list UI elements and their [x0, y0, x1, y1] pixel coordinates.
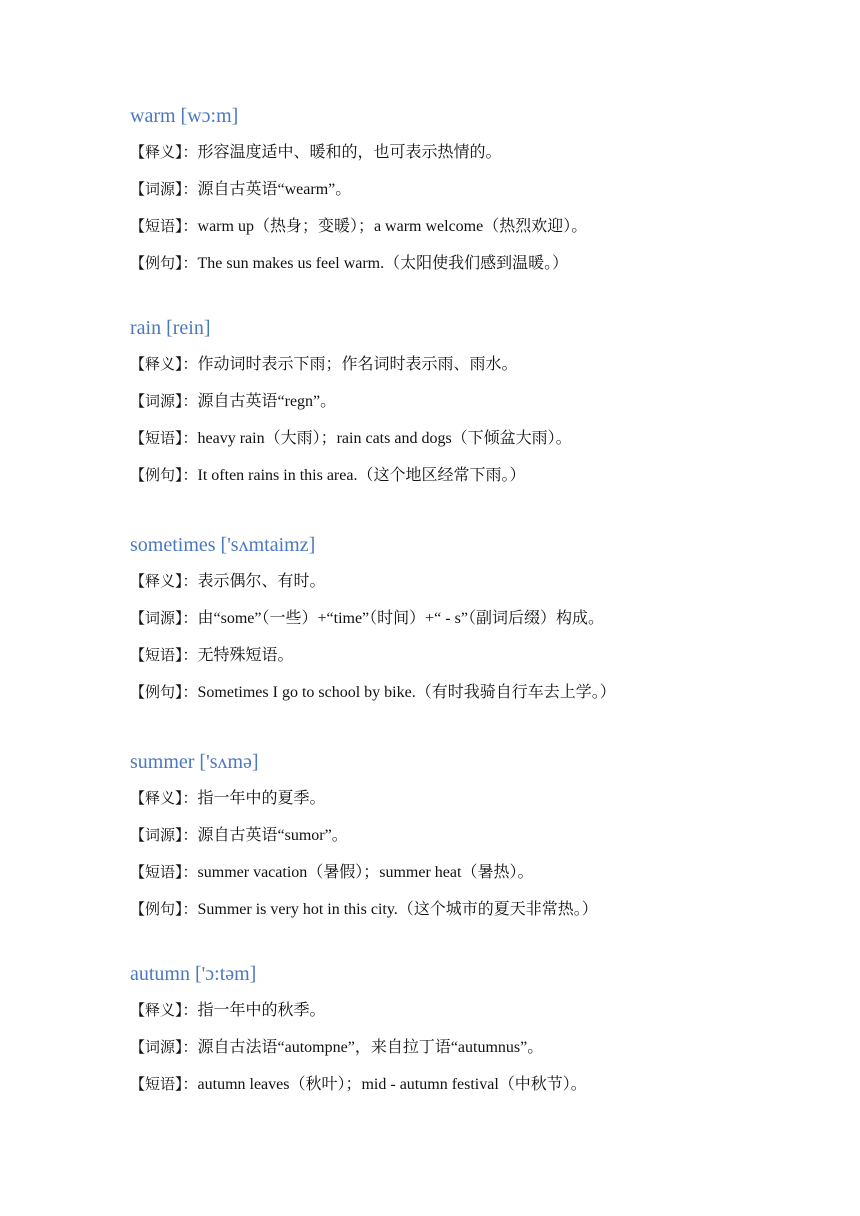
- entry-sometimes: [130, 533, 830, 717]
- line-tag: 【短语】：: [130, 217, 198, 235]
- etymology-line: [130, 823, 830, 860]
- headword: summer ['sʌmə]: [130, 751, 259, 773]
- line-text: summer vacation（暑假）；summer heat（暑热）。: [197, 864, 534, 881]
- line-tag: 【词源】：: [130, 392, 198, 410]
- line-tag: 【例句】：: [130, 254, 198, 272]
- line-text: autumn leaves（秋叶）；mid - autumn festival（中秋节）。: [197, 1076, 587, 1093]
- example-line: [130, 897, 830, 934]
- phrase-line: [130, 426, 830, 463]
- line-tag: 【释义】：: [130, 1001, 198, 1019]
- etymology-line: [130, 1035, 830, 1072]
- line-tag: 【词源】：: [130, 1038, 198, 1056]
- line-tag: 【短语】：: [130, 1075, 198, 1093]
- line-text: 指一年中的夏季。: [197, 790, 326, 807]
- definition-line: [130, 998, 830, 1035]
- line-text: 指一年中的秋季。: [197, 1002, 326, 1019]
- etymology-line: [130, 389, 830, 426]
- line-text: Sometimes I go to school by bike.（有时我骑自行车去上学。）: [197, 684, 616, 701]
- line-tag: 【例句】：: [130, 900, 198, 918]
- line-tag: 【例句】：: [130, 683, 198, 701]
- line-text: heavy rain（大雨）；rain cats and dogs（下倾盆大雨）。: [197, 430, 572, 447]
- line-tag: 【例句】：: [130, 466, 198, 484]
- line-tag: 【词源】：: [130, 180, 198, 198]
- etymology-line: [130, 177, 830, 214]
- definition-line: [130, 352, 830, 389]
- line-text: 表示偶尔、有时。: [197, 573, 326, 590]
- line-text: 源自古英语“regn”。: [197, 393, 337, 410]
- entry-warm: [130, 104, 830, 288]
- definition-line: [130, 140, 830, 177]
- etymology-line: [130, 606, 830, 643]
- line-text: 作动词时表示下雨；作名词时表示雨、雨水。: [197, 356, 518, 373]
- line-text: 源自古法语“autompne”，来自拉丁语“autumnus”。: [197, 1039, 544, 1056]
- line-tag: 【短语】：: [130, 863, 198, 881]
- example-line: [130, 680, 830, 717]
- line-tag: 【释义】：: [130, 355, 198, 373]
- entry-summer: [130, 750, 830, 934]
- line-text: Summer is very hot in this city.（这个城市的夏天非常热。）: [197, 901, 598, 918]
- phrase-line: [130, 860, 830, 897]
- line-text: It often rains in this area.（这个地区经常下雨。）: [197, 467, 526, 484]
- phrase-line: [130, 1072, 830, 1109]
- line-tag: 【释义】：: [130, 143, 198, 161]
- line-text: 形容温度适中、暖和的，也可表示热情的。: [197, 144, 502, 161]
- headword: sometimes ['sʌmtaimz]: [130, 534, 316, 556]
- definition-line: [130, 569, 830, 606]
- line-text: 无特殊短语。: [197, 647, 294, 664]
- headword: rain [rein]: [130, 317, 211, 339]
- line-tag: 【词源】：: [130, 826, 198, 844]
- line-tag: 【短语】：: [130, 646, 198, 664]
- line-text: 由“some”（一些）+“time”（时间）+“ - s”（副词后缀）构成。: [197, 610, 604, 627]
- line-tag: 【短语】：: [130, 429, 198, 447]
- headword: autumn ['ɔ:təm]: [130, 963, 257, 985]
- example-line: [130, 251, 830, 288]
- line-text: 源自古英语“wearm”。: [197, 181, 352, 198]
- entry-autumn: [130, 962, 830, 1109]
- line-tag: 【释义】：: [130, 789, 198, 807]
- line-text: 源自古英语“sumor”。: [197, 827, 348, 844]
- definition-line: [130, 786, 830, 823]
- headword: warm [wɔ:m]: [130, 105, 239, 127]
- phrase-line: [130, 643, 830, 680]
- line-tag: 【释义】：: [130, 572, 198, 590]
- example-line: [130, 463, 830, 500]
- line-text: The sun makes us feel warm.（太阳使我们感到温暖。）: [197, 255, 569, 272]
- entry-rain: [130, 316, 830, 500]
- line-text: warm up（热身；变暖）；a warm welcome（热烈欢迎）。: [197, 218, 588, 235]
- line-tag: 【词源】：: [130, 609, 198, 627]
- phrase-line: [130, 214, 830, 251]
